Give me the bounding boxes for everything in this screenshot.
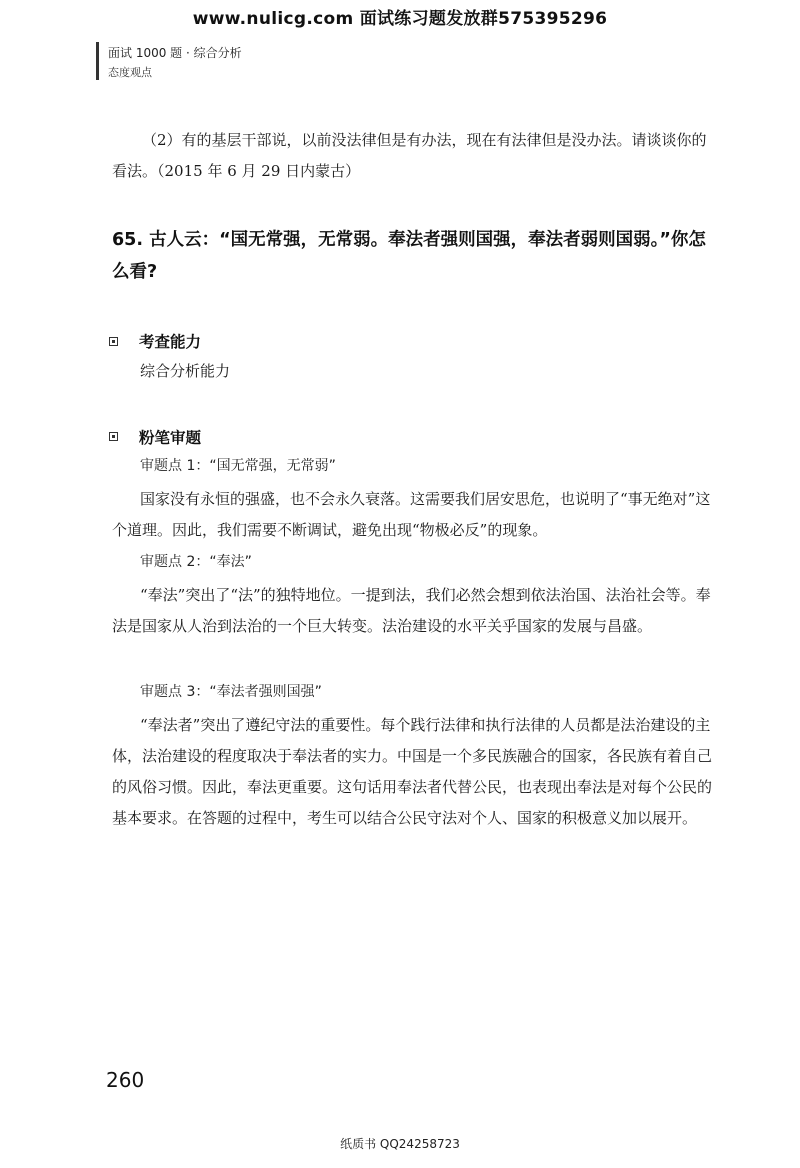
square-bullet-icon xyxy=(109,432,118,441)
section-title-analysis: 粉笔审题 xyxy=(139,429,202,447)
watermark-banner: www.nulicg.com 面试练习题发放群575395296 xyxy=(192,9,608,29)
question-heading: 65. 古人云：“国无常强，无常弱。奉法者强则国强，奉法者弱则国弱。”你怎么看? xyxy=(112,230,706,282)
footer-text: 纸质书 QQ24258723 xyxy=(340,1137,460,1151)
intro-paragraph: （2）有的基层干部说，以前没法律但是有办法，现在有法律但是没办法。请谈谈你的看法。（2015 年 6 月 29 日内蒙古） xyxy=(112,131,707,180)
analysis-point-text: “奉法者”突出了遵纪守法的重要性。每个践行法律和执行法律的人员都是法治建设的主体，法治建设的程度取决于奉法者的实力。中国是一个多民族融合的国家，各民族有着自己的风俗习惯。因此，奉法更重要。这句话用奉法者代替公民，也表现出奉法是对每个公民的基本要求。在答题的过程中，考生可以结合公民守法对个人、国家的积极意义加以展开。 xyxy=(112,716,713,827)
chapter-title: 态度观点 xyxy=(108,66,152,79)
analysis-point-label: 审题点 3：“奉法者强则国强” xyxy=(140,684,322,700)
page-number: 260 xyxy=(106,1068,145,1092)
analysis-point-label: 审题点 1：“国无常强，无常弱” xyxy=(140,458,336,474)
ability-text: 综合分析能力 xyxy=(140,362,231,380)
analysis-point-label: 审题点 2：“奉法” xyxy=(140,554,252,570)
header-divider xyxy=(96,42,99,80)
analysis-point-text: “奉法”突出了“法”的独特地位。一提到法，我们必然会想到依法治国、法治社会等。奉法是国家从人治到法治的一个巨大转变。法治建设的水平关乎国家的发展与昌盛。 xyxy=(112,586,711,635)
book-title: 面试 1000 题 · 综合分析 xyxy=(108,46,242,60)
section-title-ability: 考查能力 xyxy=(139,333,202,351)
analysis-point-text: 国家没有永恒的强盛，也不会永久衰落。这需要我们居安思危，也说明了“事无绝对”这个道理。因此，我们需要不断调试，避免出现“物极必反”的现象。 xyxy=(112,490,711,539)
square-bullet-icon xyxy=(109,337,118,346)
